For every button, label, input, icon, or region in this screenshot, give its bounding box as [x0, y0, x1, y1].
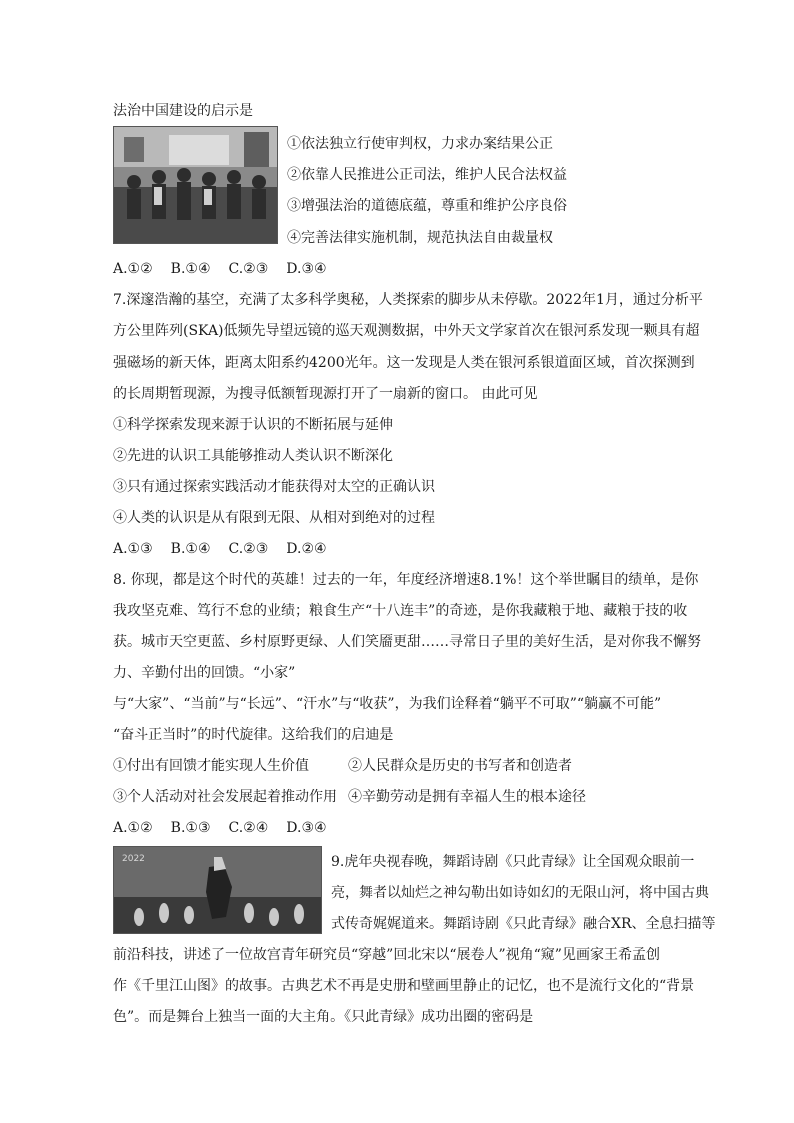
q8-line-5: 与“大家”、“当前”与“长远”、“汗水”与“收获”，为我们诠释着“躺平不可取”“躺赢不可能”: [113, 696, 662, 712]
q8-line-6: “奋斗正当时”的时代旋律。这给我们的启迪是: [113, 727, 394, 743]
q7-options: [113, 539, 345, 559]
q6-court-photo: [113, 126, 278, 244]
q6-stem-tail: 法治中国建设的启示是: [113, 103, 253, 119]
q6-option-b[interactable]: B.①④: [170, 261, 211, 277]
q7-statement-1: ①科学探索发现来源于认识的不断拓展与延伸: [113, 417, 393, 433]
q7-line-4: 的长周期暂现源，为搜寻低额暂现源打开了一扇新的窗口。 由此可见: [113, 386, 538, 402]
q9-right-line-1: 9.虎年央视春晚，舞蹈诗剧《只此青绿》让全国观众眼前一: [331, 854, 695, 870]
q7-line-1: 7.深邃浩瀚的基空，充满了太多科学奥秘，人类探索的脚步从未停歇。2022年1月，通过分析平: [113, 292, 703, 308]
q8-option-a[interactable]: A.①②: [113, 820, 153, 836]
q7-option-d[interactable]: D.②④: [286, 541, 327, 557]
q7-line-2: 方公里阵列(SKA)低频先导望远镜的巡天观测数据，中外天文学家首次在银河系发现一颗具有超: [113, 323, 700, 339]
q9-photo-caption: 2022: [122, 854, 145, 864]
q9-line-3: 色”。而是舞台上独当一面的大主角。《只此青绿》成功出圈的密码是: [113, 1009, 534, 1025]
q8-statements-row-2: [113, 787, 586, 807]
q7-statement-3: ③只有通过探索实践活动才能获得对太空的正确认识: [113, 479, 435, 495]
q8-statement-2: ②人民群众是历史的书写者和创造者: [348, 758, 572, 774]
q6-statement-2: ②依靠人民推进公正司法，维护人民合法权益: [287, 167, 567, 183]
q8-statement-4: ④辛勤劳动是拥有幸福人生的根本途径: [348, 789, 586, 805]
q9-right-line-2: 亮，舞者以灿烂之神勾勒出如诗如幻的无限山河，将中国古典: [331, 885, 709, 901]
q8-options: [113, 818, 345, 838]
q6-option-a[interactable]: A.①②: [113, 261, 153, 277]
q6-statement-3: ③增强法治的道德底蕴，尊重和维护公序良俗: [287, 198, 567, 214]
q6-statement-4: ④完善法律实施机制，规范执法自由裁量权: [287, 230, 553, 246]
q8-statements-row-1: [113, 756, 572, 776]
q6-options: [113, 259, 345, 279]
q9-right-line-3: 式传奇娓娓道来。舞蹈诗剧《只此青绿》融合XR、全息扫描等: [331, 916, 716, 932]
q6-statement-1: ①依法独立行使审判权，力求办案结果公正: [287, 136, 553, 152]
q8-line-4: 力、辛勤付出的回馈。“小家”: [113, 665, 296, 681]
q8-statement-1: ①付出有回馈才能实现人生价值: [113, 758, 309, 774]
q8-option-c[interactable]: C.②④: [228, 820, 269, 836]
q9-dance-photo: [113, 846, 322, 934]
q9-line-1: 前沿科技，讲述了一位故宫青年研究员“穿越”回北宋以“展卷人”视角“窥”见画家王希孟创: [113, 947, 660, 963]
q7-statement-4: ④人类的认识是从有限到无限、从相对到绝对的过程: [113, 510, 435, 526]
q8-statement-3: ③个人活动对社会发展起着推动作用: [113, 789, 337, 805]
q6-option-d[interactable]: D.③④: [286, 261, 327, 277]
q6-option-c[interactable]: C.②③: [228, 261, 269, 277]
q7-option-b[interactable]: B.①④: [170, 541, 211, 557]
q7-option-a[interactable]: A.①③: [113, 541, 153, 557]
q7-line-3: 强磁场的新天体，距离太阳系约4200光年。这一发现是人类在银河系银道面区域，首次探测到: [113, 355, 695, 371]
q8-line-1: 8. 你现，都是这个时代的英雄！过去的一年，年度经济增速8.1%！这个举世瞩目的绩单，是你: [113, 572, 699, 588]
q8-option-d[interactable]: D.③④: [286, 820, 327, 836]
q8-line-3: 获。城市天空更蓝、乡村原野更绿、人们笑靥更甜……寻常日子里的美好生活，是对你我不懈努: [113, 634, 701, 650]
q8-option-b[interactable]: B.①③: [170, 820, 211, 836]
q9-line-2: 作《千里江山图》的故事。古典艺术不再是史册和壁画里静止的记忆，也不是流行文化的“背景: [113, 978, 695, 994]
q8-line-2: 我攻坚克难、笃行不怠的业绩；粮食生产“十八连丰”的奇迹，是你我藏粮于地、藏粮于技的收: [113, 603, 688, 619]
q7-option-c[interactable]: C.②③: [228, 541, 269, 557]
q7-statement-2: ②先进的认识工具能够推动人类认识不断深化: [113, 448, 393, 464]
